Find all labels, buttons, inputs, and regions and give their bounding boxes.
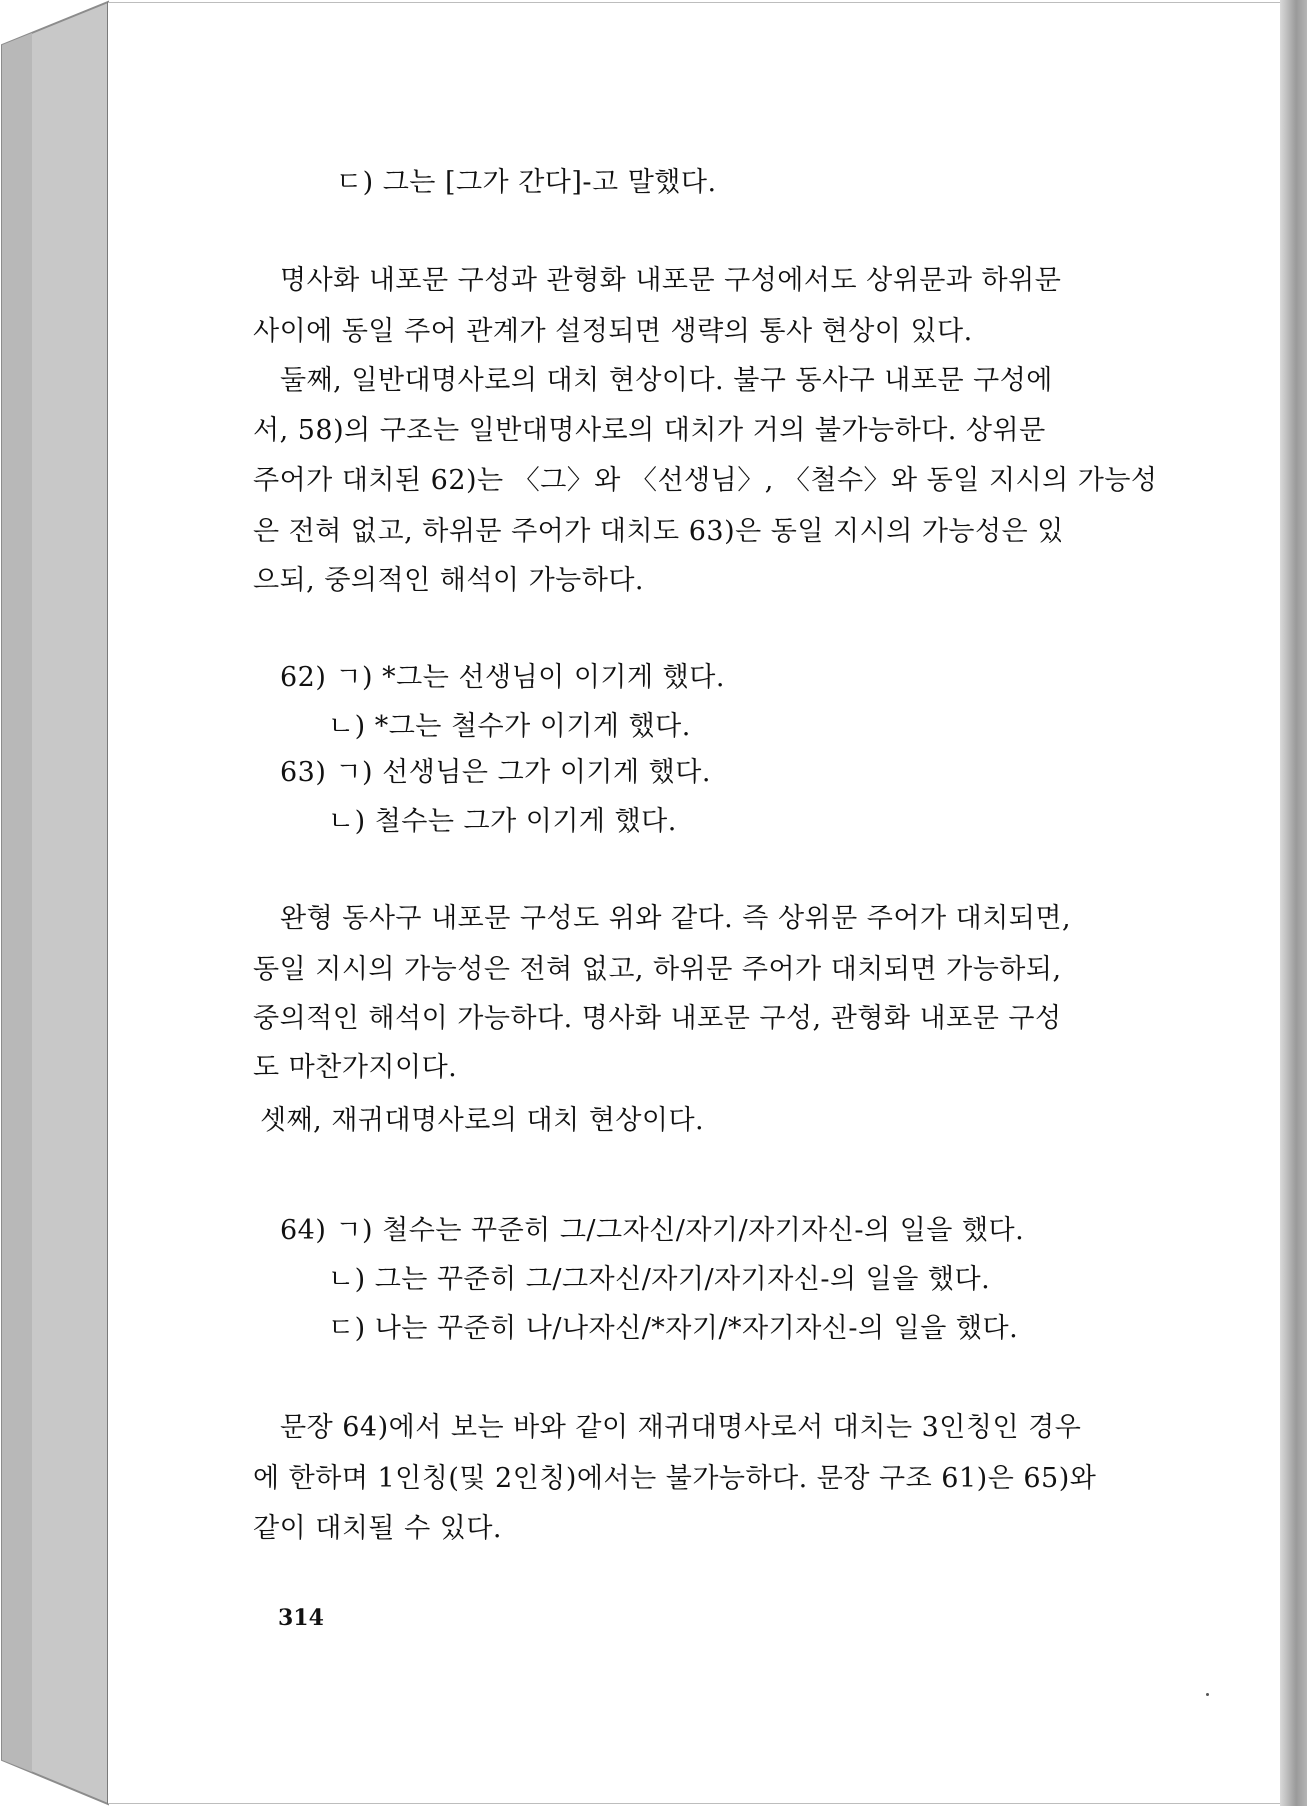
example-line: 63) ㄱ) 선생님은 그가 이기게 했다. — [280, 757, 711, 788]
text-line: 동일 지시의 가능성은 전혀 없고, 하위문 주어가 대치되면 가능하되, — [253, 954, 1062, 985]
page-number: 314 — [278, 1605, 324, 1631]
scan-speck — [1206, 1693, 1209, 1696]
text-line: 명사화 내포문 구성과 관형화 내포문 구성에서도 상위문과 하위문 — [280, 265, 1062, 296]
text-line: 은 전혀 없고, 하위문 주어가 대치도 63)은 동일 지시의 가능성은 있 — [253, 516, 1064, 547]
text-line: 주어가 대치된 62)는 〈그〉와 〈선생님〉, 〈철수〉와 동일 지시의 가능성 — [253, 465, 1158, 496]
text-line: 중의적인 해석이 가능하다. 명사화 내포문 구성, 관형화 내포문 구성 — [253, 1003, 1062, 1034]
example-line: ㄴ) 그는 꾸준히 그/그자신/자기/자기자신-의 일을 했다. — [328, 1264, 991, 1295]
text-line: 문장 64)에서 보는 바와 같이 재귀대명사로서 대치는 3인칭인 경우 — [280, 1412, 1082, 1443]
text-line: 에 한하며 1인칭(및 2인칭)에서는 불가능하다. 문장 구조 61)은 65)와 — [253, 1463, 1097, 1494]
text-line: 둘째, 일반대명사로의 대치 현상이다. 불구 동사구 내포문 구성에 — [280, 365, 1053, 396]
example-line: 62) ㄱ) *그는 선생님이 이기게 했다. — [280, 662, 725, 693]
text-line: 같이 대치될 수 있다. — [253, 1513, 502, 1544]
text-line: 으되, 중의적인 해석이 가능하다. — [253, 565, 644, 596]
example-line: 64) ㄱ) 철수는 꾸준히 그/그자신/자기/자기자신-의 일을 했다. — [280, 1215, 1025, 1246]
example-line: ㄴ) *그는 철수가 이기게 했다. — [328, 711, 691, 742]
page-content — [108, 3, 1280, 1803]
text-line: 사이에 동일 주어 관계가 설정되면 생략의 통사 현상이 있다. — [253, 316, 973, 347]
page-edge-shadow — [1280, 0, 1307, 1806]
text-line: 셋째, 재귀대명사로의 대치 현상이다. — [260, 1105, 705, 1136]
text-line: 완형 동사구 내포문 구성도 위와 같다. 즉 상위문 주어가 대치되면, — [280, 903, 1072, 934]
book-page — [108, 2, 1280, 1804]
text-line: 서, 58)의 구조는 일반대명사로의 대치가 거의 불가능하다. 상위문 — [253, 415, 1046, 446]
example-line: ㄷ) 나는 꾸준히 나/나자신/*자기/*자기자신-의 일을 했다. — [328, 1313, 1019, 1344]
text-line: 도 마찬가지이다. — [253, 1052, 458, 1083]
example-line: ㄷ) 그는 [그가 간다]-고 말했다. — [336, 167, 717, 198]
example-line: ㄴ) 철수는 그가 이기게 했다. — [328, 806, 677, 837]
